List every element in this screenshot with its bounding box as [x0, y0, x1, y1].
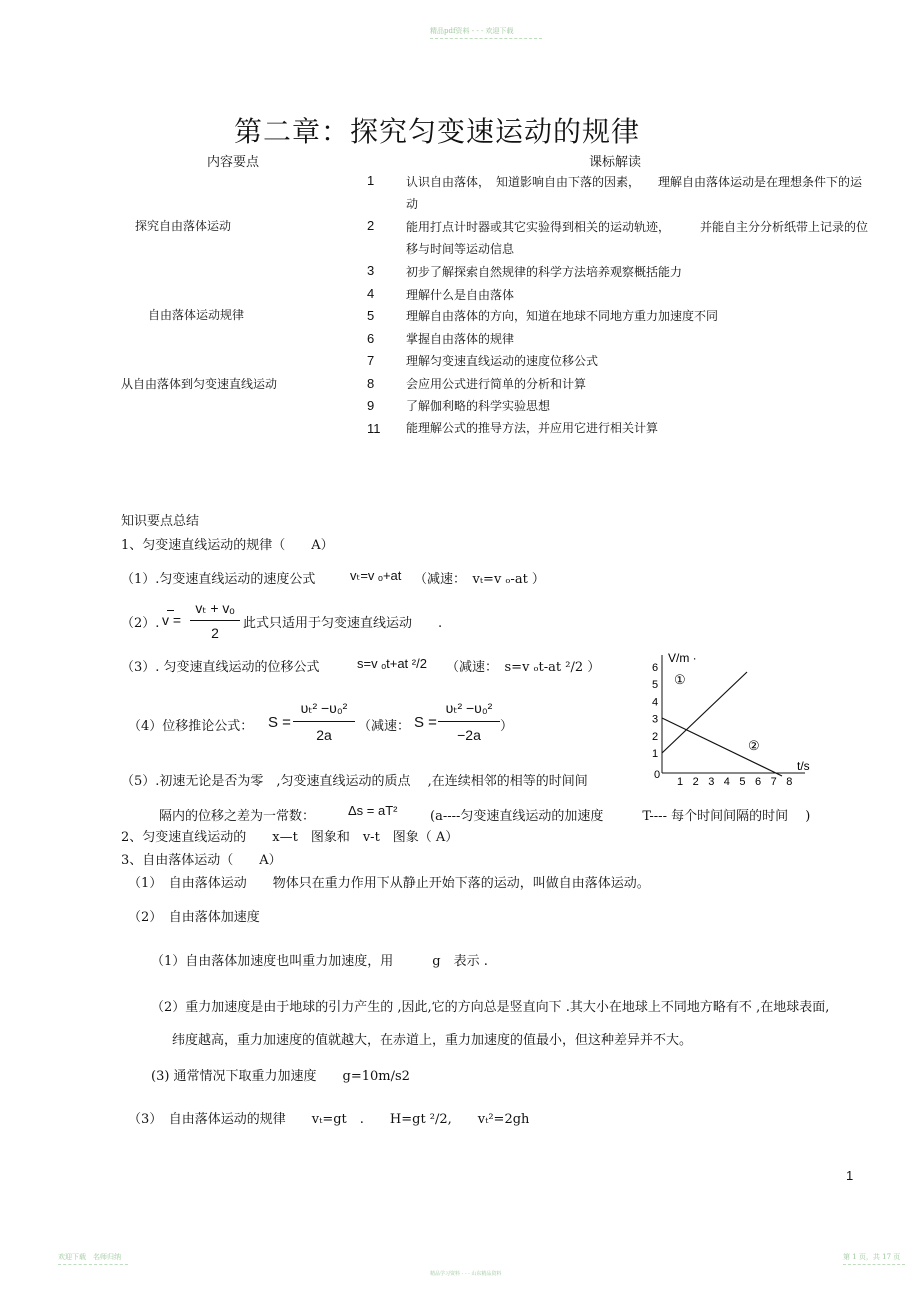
- row-text: 理解匀变速直线运动的速度位移公式: [406, 354, 599, 368]
- formula-4-label: （4）位移推论公式：: [128, 719, 254, 734]
- line-1-label: ①: [674, 673, 686, 688]
- overline: [167, 610, 174, 611]
- velocity-formula: vₜ=v ₒ+at: [350, 568, 402, 583]
- origin-label: 0: [654, 769, 661, 781]
- inference-numerator-decel: υₜ² −υ₀²: [445, 700, 493, 716]
- avg-velocity-denominator: 2: [211, 625, 219, 641]
- y-axis-label: V/m ·: [668, 651, 697, 665]
- y-tick-label: 4: [652, 696, 659, 709]
- displacement-formula: s=v ₒt+at ²/2: [357, 656, 427, 671]
- gravity-latitude-text: 纬度越高，重力加速度的值就越大，在赤道上，重力加速度的值最小，但这种差异并不大。: [172, 1033, 693, 1048]
- fraction-bar: [293, 721, 355, 722]
- x-tick-label: 6: [755, 776, 762, 788]
- section-heading: 知识要点总结: [121, 514, 200, 529]
- y-tick-label: 6: [652, 662, 659, 674]
- formula-3-label: （3）. 匀变速直线运动的位移公式: [121, 660, 320, 675]
- free-fall-acceleration-heading: （2） 自由落体加速度: [128, 910, 260, 925]
- formula-1-label: （1）.匀变速直线运动的速度公式: [121, 572, 316, 587]
- row-text: 能用打点计时器或其它实验得到相关的运动轨迹， 并能自主分分析纸带上记录的位: [406, 220, 869, 234]
- row-text: 认识自由落体， 知道影响自由下落的因素， 理解自由落体运动是在理想条件下的运: [406, 175, 863, 189]
- section-2-title: 2、匀变速直线运动的 x—t 图象和 v-t 图象（ A）: [121, 830, 459, 845]
- formula-5-line2: 隔内的位移之差为一常数：: [159, 809, 316, 824]
- avg-velocity-lhs: v =: [162, 612, 182, 628]
- inference-lhs: S =: [268, 714, 291, 731]
- row-number: 11: [367, 421, 381, 436]
- row-number: 3: [367, 263, 375, 278]
- watermark-bottom-center: 精品学习资料 - - - 山东精品资料: [430, 1271, 502, 1277]
- vt-graph: [640, 645, 820, 805]
- table-header-content: 内容要点: [207, 155, 260, 170]
- watermark-bottom-right-divider: [843, 1264, 905, 1265]
- x-tick-label: 2: [692, 776, 699, 788]
- x-tick-label: 7: [770, 776, 777, 788]
- x-tick-label: 8: [786, 776, 793, 788]
- y-tick-label: 3: [652, 713, 659, 726]
- row-number: 7: [367, 353, 375, 368]
- row-number: 4: [367, 286, 375, 301]
- inference-denominator-decel: −2a: [457, 727, 481, 743]
- row-text: 理解什么是自由落体: [406, 288, 515, 302]
- watermark-bottom-right: 第 1 页，共 17 页: [843, 1253, 901, 1261]
- x-tick-label: 1: [677, 776, 684, 788]
- gravity-value-text: (3) 通常情况下取重力加速度 g=10m/s2: [151, 1069, 410, 1084]
- fraction-bar: [190, 620, 240, 621]
- avg-velocity-note: 此式只适用于匀变速直线运动 .: [243, 616, 443, 631]
- page-title: 第二章：探究匀变速运动的规律: [234, 115, 641, 148]
- y-tick-label: 2: [652, 730, 659, 743]
- page-number: 1: [846, 1168, 854, 1183]
- gravity-acceleration-def: （1）自由落体加速度也叫重力加速度，用 g 表示 .: [151, 954, 488, 969]
- row-text: 理解自由落体的方向，知道在地球不同地方重力加速度不同: [406, 309, 719, 323]
- row-number: 1: [367, 173, 375, 188]
- row-text: 了解伽利略的科学实验思想: [406, 399, 551, 413]
- x-tick-labels: [677, 776, 792, 788]
- delta-s-formula: Δs = aT²: [348, 803, 398, 818]
- free-fall-laws: （3） 自由落体运动的规律 vₜ=gt . H=gt ²/2, vₜ²=2gh: [128, 1112, 530, 1127]
- gravity-direction-text: （2）重力加速度是由于地球的引力产生的 ,因此,它的方向总是竖直向下 .其大小在地球上不同地方略有不 ,在地球表面,: [151, 1000, 830, 1015]
- row-number: 5: [367, 308, 375, 323]
- watermark-bottom-left-divider: [58, 1264, 128, 1265]
- avg-velocity-numerator: vₜ + vₒ: [195, 600, 235, 616]
- x-tick-label: 4: [723, 776, 730, 788]
- free-fall-definition: （1） 自由落体运动 物体只在重力作用下从静止开始下落的运动，叫做自由落体运动。: [128, 876, 650, 891]
- inference-close: ）: [500, 719, 514, 734]
- x-tick-label: 3: [708, 776, 715, 788]
- formula-2-label: （2）.: [121, 616, 160, 631]
- line-2: [662, 718, 782, 776]
- x-tick-label: 5: [739, 776, 746, 788]
- row-number: 6: [367, 331, 375, 346]
- topic-item: 从自由落体到匀变速直线运动: [121, 377, 278, 391]
- row-number: 8: [367, 376, 375, 391]
- fraction-bar: [438, 721, 500, 722]
- displacement-formula-note: （减速： s=v ₒt-at ²/2 ）: [446, 660, 601, 675]
- row-text: 会应用公式进行简单的分析和计算: [406, 377, 587, 391]
- y-tick-label: 1: [652, 748, 659, 760]
- formula-5-line1: （5）.初速无论是否为零 ,匀变速直线运动的质点 ,在连续相邻的相等的时间间: [121, 774, 588, 789]
- line-2-label: ②: [748, 739, 760, 754]
- watermark-top: 精品pdf资料 - - - 欢迎下载: [430, 27, 514, 35]
- row-text: 能理解公式的推导方法，并应用它进行相关计算: [406, 421, 659, 435]
- formula-5-note: (a----匀变速直线运动的加速度 T---- 每个时间间隔的时间 ): [430, 809, 811, 824]
- row-text: 掌握自由落体的规律: [406, 332, 515, 346]
- x-axis-label: t/s: [797, 759, 810, 773]
- section-1-title: 1、匀变速直线运动的规律（ A）: [121, 538, 334, 553]
- row-text: 动: [406, 197, 419, 211]
- velocity-formula-note: （减速： vₜ=v ₒ-at ）: [414, 572, 545, 587]
- row-number: 9: [367, 398, 375, 413]
- row-text: 移与时间等运动信息: [406, 242, 515, 256]
- inference-denominator: 2a: [316, 727, 332, 743]
- inference-numerator: υₜ² −υ₀²: [300, 700, 348, 716]
- table-header-standard: 课标解读: [589, 155, 642, 170]
- watermark-top-divider: [430, 38, 542, 39]
- topic-item: 探究自由落体运动: [135, 219, 232, 233]
- row-number: 2: [367, 218, 375, 233]
- topic-item: 自由落体运动规律: [148, 308, 245, 322]
- y-tick-labels: [652, 662, 658, 760]
- section-3-title: 3、自由落体运动（ A）: [121, 853, 282, 868]
- y-tick-label: 5: [652, 679, 659, 692]
- row-text: 初步了解探索自然规律的科学方法培养观察概括能力: [406, 265, 683, 279]
- inference-lhs-decel: S =: [414, 714, 437, 731]
- inference-note: （减速：: [358, 719, 411, 734]
- watermark-bottom-left: 欢迎下载 名师归纳: [58, 1253, 121, 1261]
